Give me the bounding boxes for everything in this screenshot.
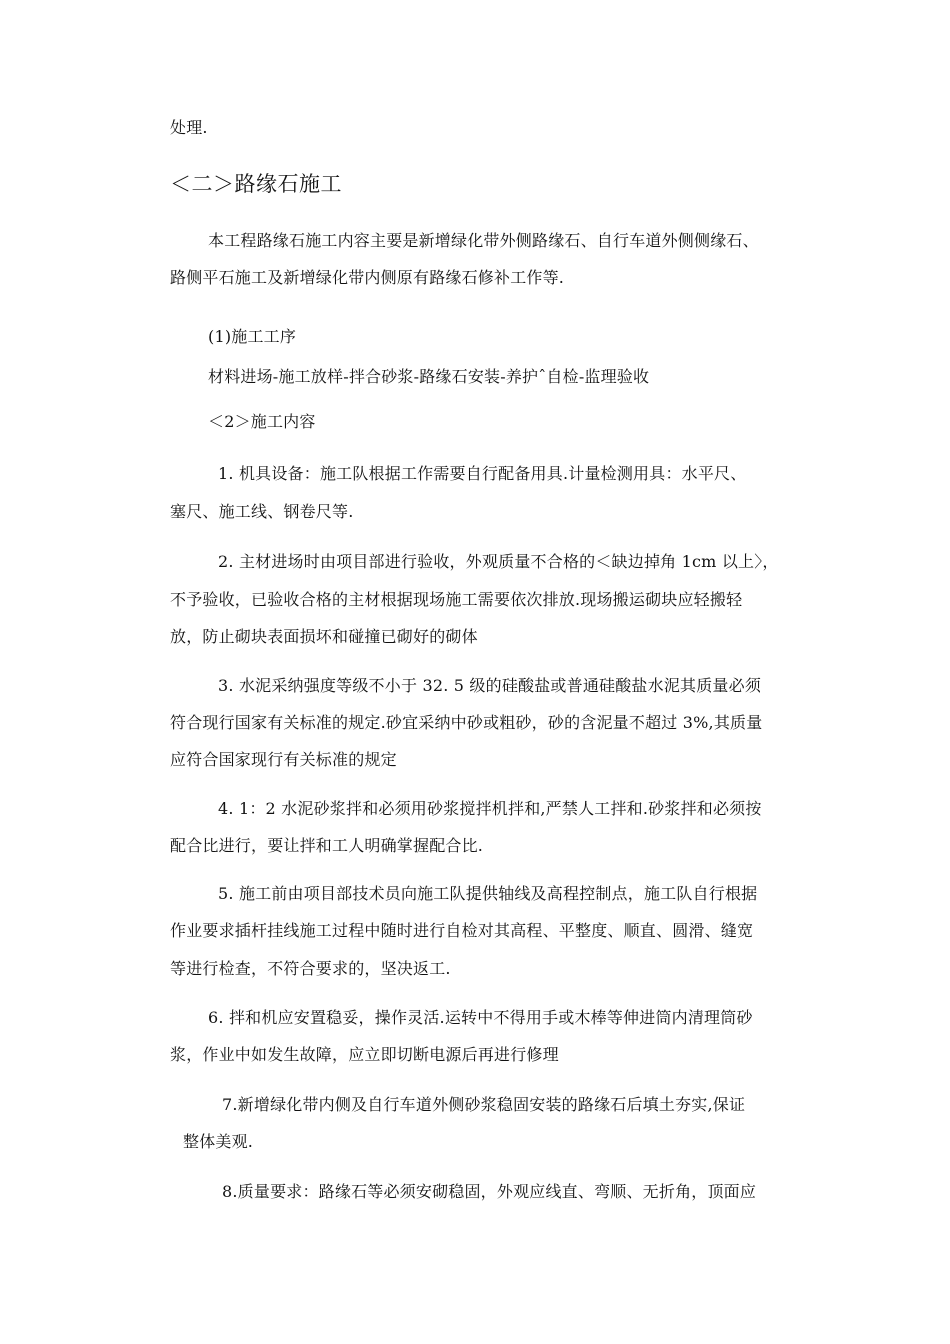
- list-item-7-line: 7.新增绿化带内侧及自行车道外侧砂浆稳固安装的路缘石后填土夯实,保证: [222, 1095, 746, 1114]
- subheading-procedure: (1)施工工序: [208, 327, 297, 346]
- intro-paragraph-line: 本工程路缘石施工内容主要是新增绿化带外侧路缘石、自行车道外侧侧缘石、: [208, 231, 759, 250]
- section-heading: ＜二＞路缘石施工: [170, 172, 342, 196]
- list-item-6-line: 6. 拌和机应安置稳妥，操作灵活.运转中不得用手或木棒等伸进筒内清理筒砂: [208, 1008, 753, 1027]
- list-item-4-line: 配合比进行，要让拌和工人明确掌握配合比.: [170, 836, 484, 855]
- intro-paragraph-line: 路侧平石施工及新增绿化带内侧原有路缘石修补工作等.: [170, 268, 565, 287]
- list-item-5-line: 5. 施工前由项目部技术员向施工队提供轴线及高程控制点，施工队自行根据: [218, 884, 758, 903]
- procedure-flow: 材料进场-施工放样-拌合砂浆-路缘石安装-养护ˆ自检-监理验收: [208, 367, 650, 386]
- list-item-3-line: 应符合国家现行有关标准的规定: [170, 750, 397, 769]
- list-item-2-line: 放，防止砌块表面损坏和碰撞已砌好的砌体: [170, 627, 478, 646]
- list-item-1-line: 1. 机具设备：施工队根据工作需要自行配备用具.计量检测用具：水平尺、: [218, 464, 747, 483]
- text-line-continuation: 处理.: [170, 118, 208, 137]
- list-item-7-line: 整体美观.: [183, 1132, 254, 1151]
- list-item-5-line: 作业要求插杆挂线施工过程中随时进行自检对其高程、平整度、顺直、圆滑、缝宽: [170, 921, 754, 940]
- list-item-5-line: 等进行检查，不符合要求的，坚决返工.: [170, 959, 451, 978]
- list-item-4-line: 4. 1：2 水泥砂浆拌和必须用砂浆搅拌机拌和,严禁人工拌和.砂浆拌和必须按: [218, 799, 762, 818]
- list-item-1-line: 塞尺、施工线、钢卷尺等.: [170, 502, 354, 521]
- list-item-8-line: 8.质量要求：路缘石等必须安砌稳固，外观应线直、弯顺、无折角，顶面应: [222, 1182, 757, 1201]
- list-item-6-line: 浆，作业中如发生故障，应立即切断电源后再进行修理: [170, 1045, 559, 1064]
- subheading-content: ＜2＞施工内容: [208, 412, 316, 431]
- list-item-2-line: 2. 主材进场时由项目部进行验收，外观质量不合格的＜缺边掉角 1cm 以上〉，: [218, 552, 779, 571]
- list-item-2-line: 不予验收，已验收合格的主材根据现场施工需要依次排放.现场搬运砌块应轻搬轻: [170, 590, 743, 609]
- list-item-3-line: 3. 水泥采纳强度等级不小于 32. 5 级的硅酸盐或普通硅酸盐水泥其质量必须: [218, 676, 762, 695]
- list-item-3-line: 符合现行国家有关标准的规定.砂宜采纳中砂或粗砂，砂的含泥量不超过 3%,其质量: [170, 713, 763, 732]
